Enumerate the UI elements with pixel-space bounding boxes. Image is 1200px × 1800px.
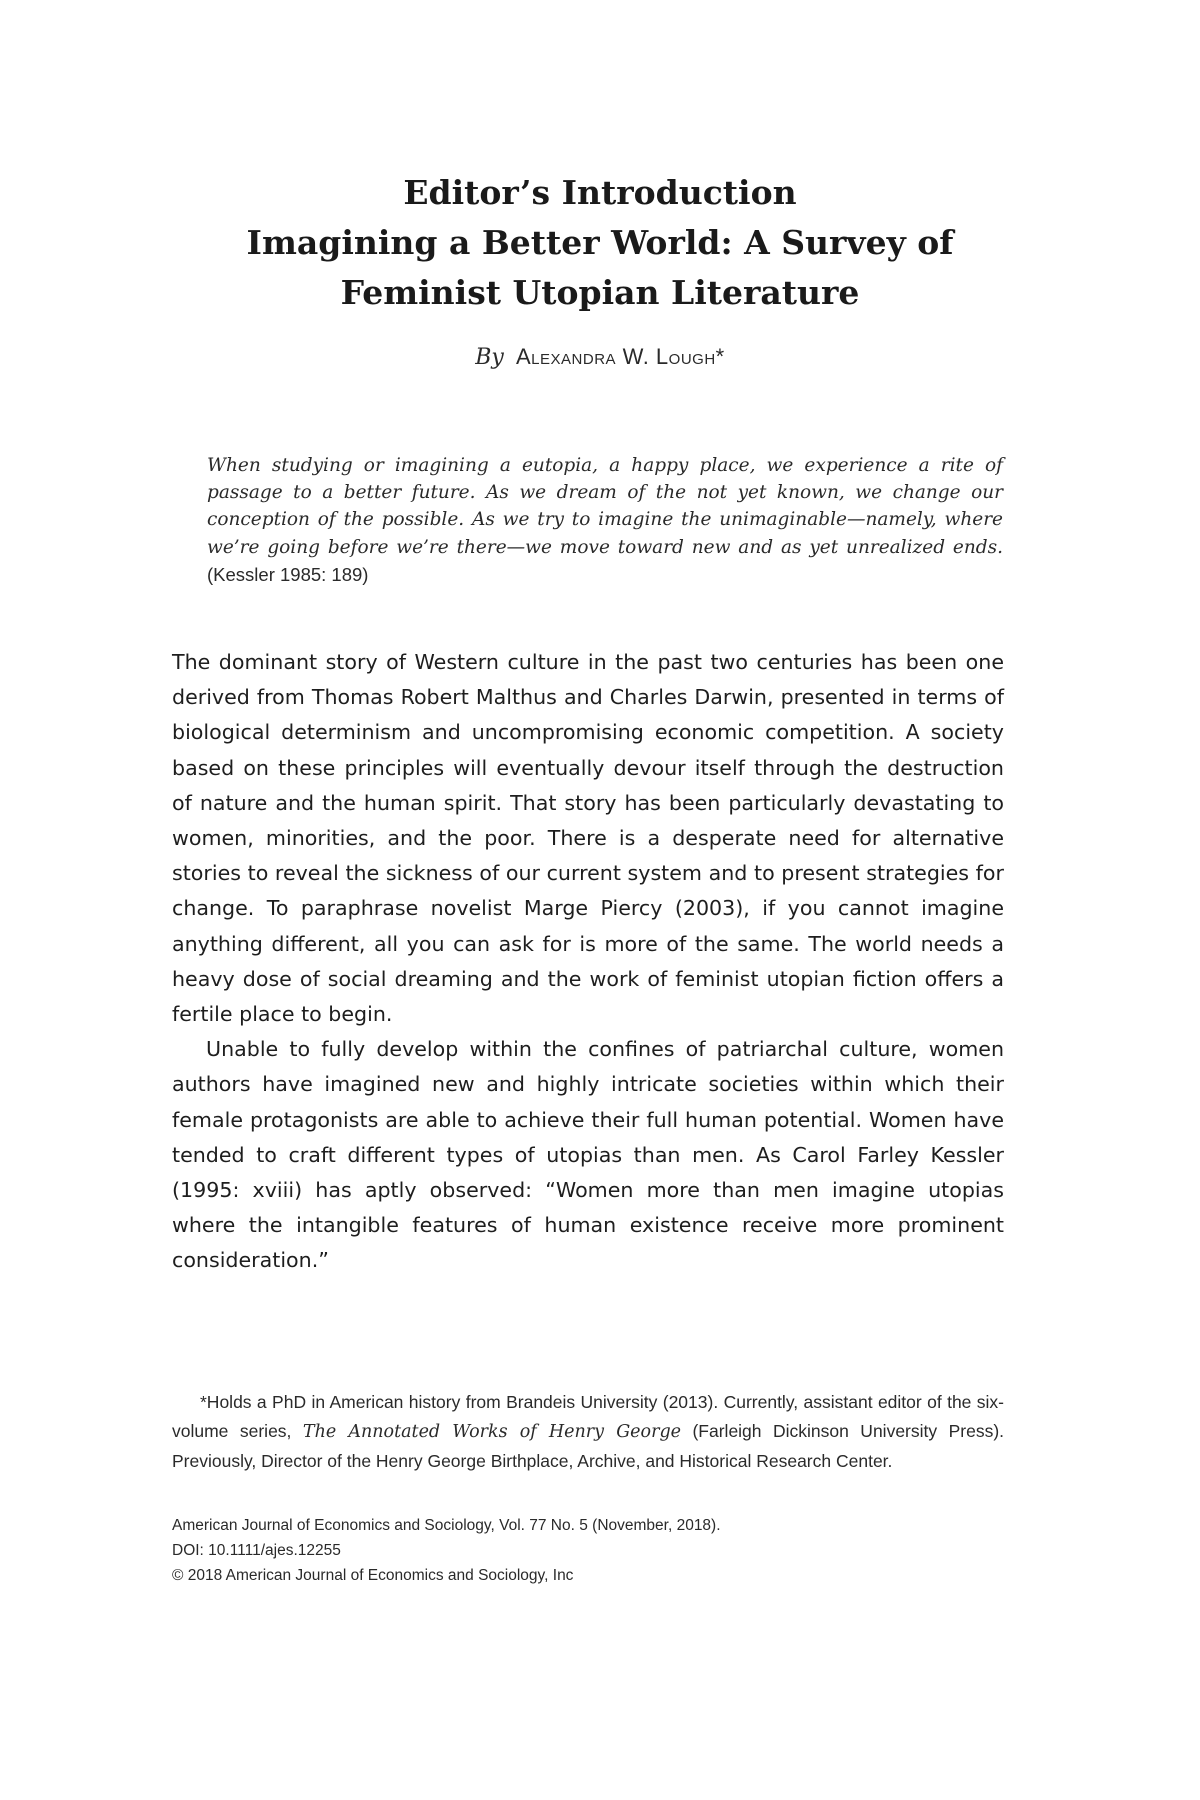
- journal-doi: DOI: 10.1111/ajes.12255: [172, 1542, 341, 1559]
- footnote-text-after: (Farleigh Dickinson University Press). Previously, Director of the Henry George Birthplace, Archive, and Historical Research Center.: [172, 1421, 1005, 1471]
- title-line-main: Imagining a Better World: A Survey of: [246, 223, 954, 262]
- title-line-editors-introduction: Editor’s Introduction: [403, 173, 797, 212]
- body-text: [172, 645, 1004, 1279]
- journal-info: [172, 1513, 1004, 1588]
- byline-by: By: [475, 345, 504, 370]
- journal-citation: American Journal of Economics and Sociology, Vol. 77 No. 5 (November, 2018).: [172, 1517, 721, 1534]
- epigraph-citation: (Kessler 1985: 189): [207, 563, 369, 585]
- journal-copyright: © 2018 American Journal of Economics and Sociology, Inc: [172, 1567, 574, 1584]
- body-paragraph-2: Unable to fully develop within the confines of patriarchal culture, women authors have imagined new and highly intricate societies within which their female protagonists are able to achieve their full human potential. Women have tended to craft different types of utopias than men. As Carol Farley Kessler (1995: xviii) has aptly observed: “Women more than men imagine utopias where the intangible features of human existence receive more prominent consideration.”: [172, 1037, 1004, 1273]
- title-line-subtitle: Feminist Utopian Literature: [340, 273, 860, 312]
- epigraph: [207, 452, 1003, 589]
- author-footnote: [172, 1388, 1004, 1476]
- author-name: Alexandra W. Lough*: [516, 344, 725, 369]
- epigraph-quote: When studying or imagining a eutopia, a happy place, we experience a rite of passage to a better future. As we dream of the not yet known, we change our conception of the possible. As we try to imagine the unimaginable—namely, where we’re going before we’re there—we move toward new and as yet unrealized ends.: [207, 455, 1003, 558]
- body-paragraph-1: The dominant story of Western culture in the past two centuries has been one derived from Thomas Robert Malthus and Charles Darwin, presented in terms of biological determinism and uncompromising economic competition. A society based on these principles will eventually devour itself through the destruction of nature and the human spirit. That story has been particularly devastating to women, minorities, and the poor. There is a desperate need for alternative stories to reveal the sickness of our current system and to present strategies for change. To paraphrase novelist Marge Piercy (2003), if you cannot imagine anything different, all you can ask for is more of the same. The world needs a heavy dose of social dreaming and the work of feminist utopian fiction offers a fertile place to begin.: [172, 650, 1004, 1027]
- footnote-book-title: The Annotated Works of Henry George: [302, 1422, 682, 1442]
- footnote-text-before: *Holds a PhD in American history from Brandeis University (2013). Currently, assistant editor of the six-volume series,: [172, 1392, 1004, 1441]
- byline: [0, 344, 1200, 370]
- article-title: [0, 168, 1200, 318]
